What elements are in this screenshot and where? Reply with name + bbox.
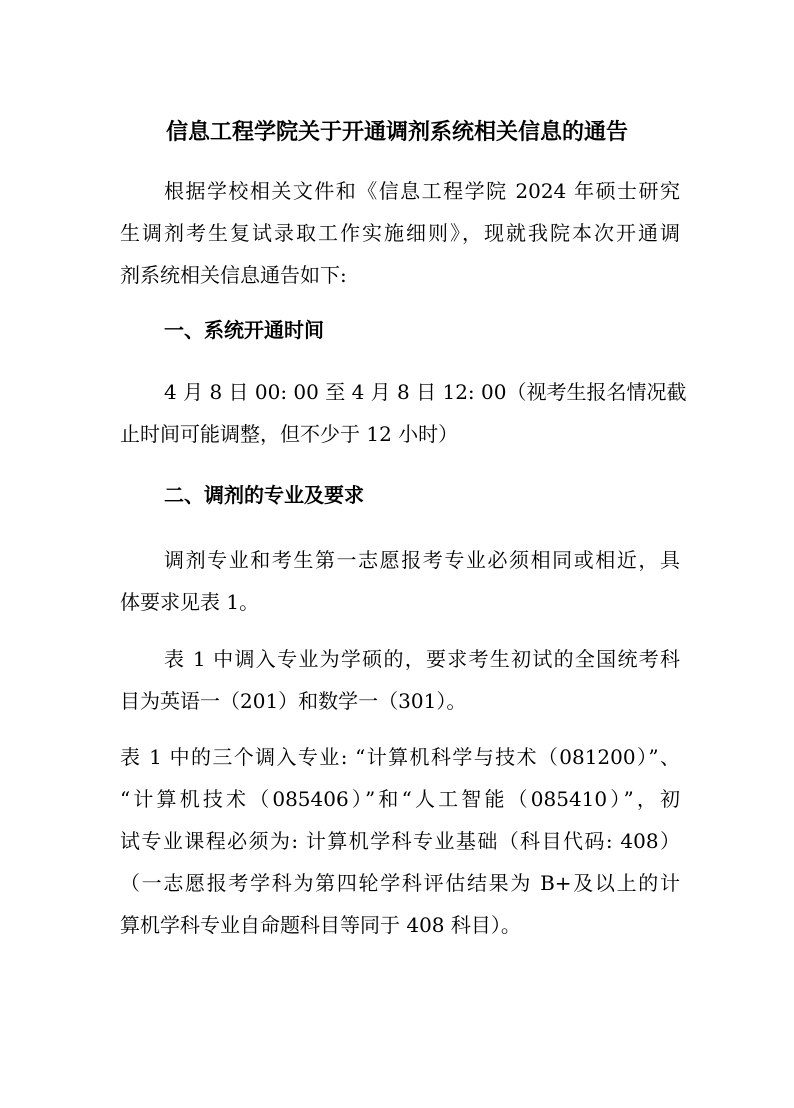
section2-p3-line-5: 算机学科专业自命题科目等同于 408 科目）。 xyxy=(120,913,521,937)
intro-paragraph xyxy=(120,170,680,296)
section2-paragraph-1 xyxy=(120,539,680,623)
section2-p2-line-1: 表 1 中调入专业为学硕的，要求考生初试的全国统考科 xyxy=(164,647,680,671)
section1-heading: 一、系统开通时间 xyxy=(164,318,324,342)
section1-line-2: 止时间可能调整，但不少于 12 小时） xyxy=(120,422,459,446)
section2-p3-line-3: 试专业课程必须为: 计算机学科专业基础（科目代码: 408） xyxy=(120,829,680,853)
section1-paragraph xyxy=(120,371,687,455)
section2-p2-line-2: 目为英语一（201）和数学一（301）。 xyxy=(120,689,467,713)
section1-heading-block xyxy=(120,309,680,351)
section2-paragraph-2 xyxy=(120,638,680,722)
section2-p1-line-2: 体要求见表 1。 xyxy=(120,590,260,614)
section2-heading: 二、调剂的专业及要求 xyxy=(164,483,364,507)
document-title: 信息工程学院关于开通调剂系统相关信息的通告 xyxy=(165,120,628,145)
section2-paragraph-3 xyxy=(120,736,680,946)
section2-p3-line-4: （一志愿报考学科为第四轮学科评估结果为 B+及以上的计 xyxy=(120,871,680,895)
section2-heading-block xyxy=(120,474,680,516)
intro-line-2: 生调剂考生复试录取工作实施细则》，现就我院本次开通调 xyxy=(120,221,680,245)
intro-line-1: 根据学校相关文件和《信息工程学院 2024 年硕士研究 xyxy=(164,179,680,203)
intro-line-3: 剂系统相关信息通告如下: xyxy=(120,263,347,287)
section2-p3-line-1: 表 1 中的三个调入专业: “计算机科学与技术（081200）”、 xyxy=(120,745,680,769)
section2-p3-line-2: “计算机技术（085406）”和“人工智能（085410）”，初 xyxy=(120,787,680,811)
section2-p1-line-1: 调剂专业和考生第一志愿报考专业必须相同或相近，具 xyxy=(164,548,680,572)
section1-line-1: 4 月 8 日 00: 00 至 4 月 8 日 12: 00（视考生报名情况截 xyxy=(164,380,687,404)
